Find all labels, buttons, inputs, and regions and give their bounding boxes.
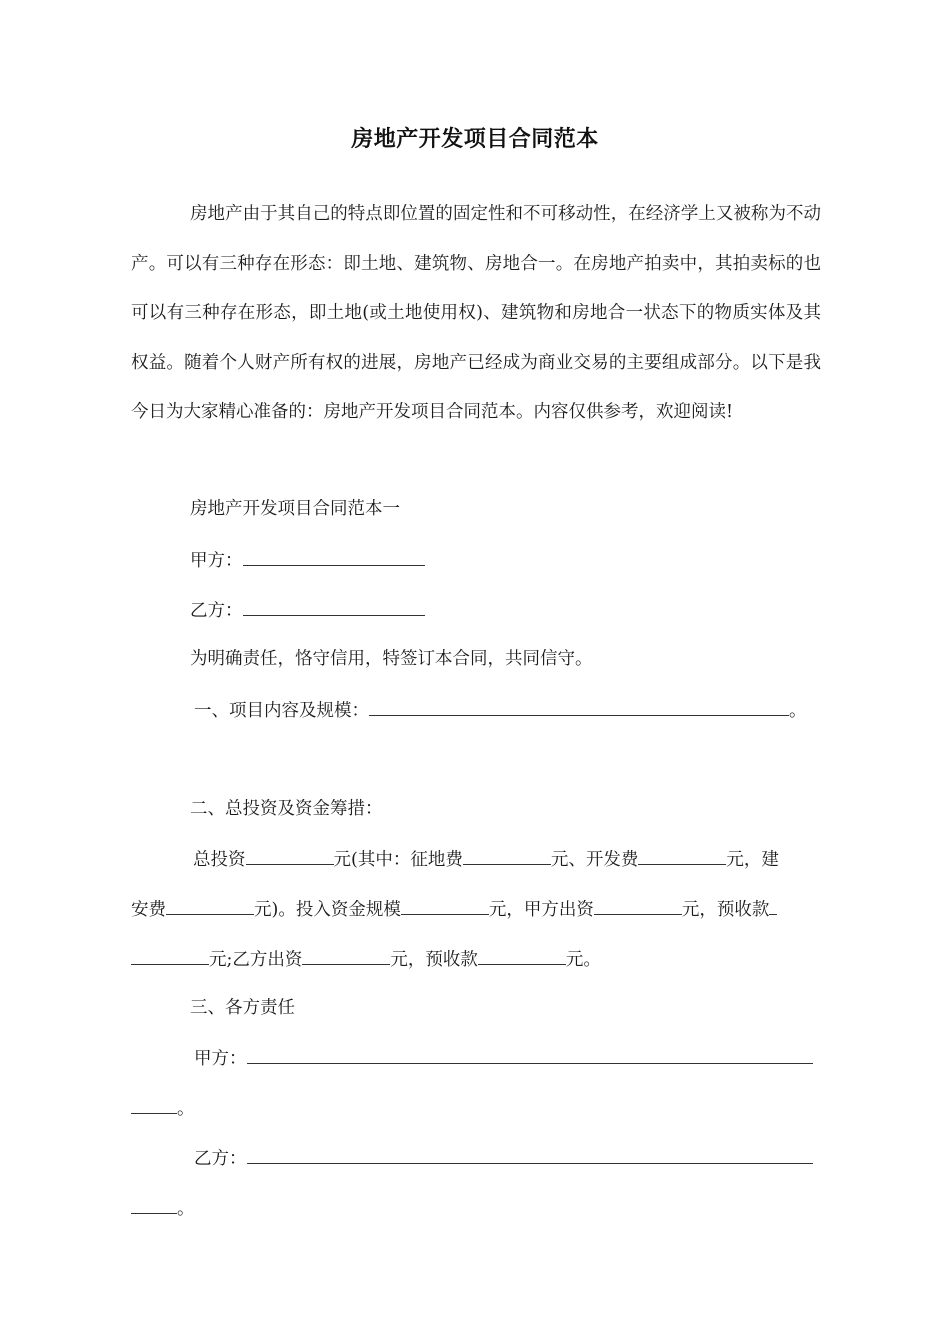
- duty-b-line-2: [131, 1195, 195, 1221]
- fund-scale-label: 元)。投入资金规模: [254, 900, 401, 920]
- duty-a-line-2: [131, 1095, 195, 1121]
- total-investment-blank[interactable]: [246, 846, 334, 865]
- section2-heading: 二、总投资及资金筹措：: [190, 799, 383, 819]
- yuan-label: 元: [333, 850, 351, 870]
- party-a-funds-blank[interactable]: [594, 896, 682, 915]
- intro-paragraph: [131, 190, 821, 438]
- prepay-blank-end[interactable]: [131, 946, 209, 965]
- investment-line-1: [193, 846, 779, 872]
- land-fee-label: (其中：征地费: [351, 850, 463, 870]
- investment-end: 元。: [565, 950, 601, 970]
- sample-heading: 房地产开发项目合同范本一: [190, 499, 400, 519]
- party-a-line: [190, 547, 425, 573]
- party-b-blank[interactable]: [243, 597, 425, 616]
- party-a-label: 甲方：: [190, 551, 243, 571]
- prepay-blank-start[interactable]: [769, 896, 777, 915]
- intro-text: 房地产由于其自己的特点即位置的固定性和不可移动性，在经济学上又被称为不动产。可以有三种存在形态：即土地、建筑物、房地合一。在房地产拍卖中，其拍卖标的也可以有三种存在形态，即土地(或土地使用权)、建筑物和房地合一状态下的物质实体及其权益。随着个人财产所有权的进展，房地产已经成为商业交易的主要组成部分。以下是我今日为大家精心准备的：房地产开发项目合同范本。内容仅供参考，欢迎阅读!: [131, 204, 821, 422]
- prepay2-label: 元，预收款: [390, 950, 478, 970]
- section1-line: [194, 697, 807, 723]
- duty-b-line: [194, 1145, 813, 1171]
- section3-heading: 三、各方责任: [190, 998, 295, 1018]
- duty-a-blank[interactable]: [247, 1045, 813, 1064]
- duty-a-blank-cont[interactable]: [131, 1095, 177, 1114]
- duty-b-blank[interactable]: [247, 1145, 813, 1164]
- party-b-line: [190, 597, 425, 623]
- build-fee-label-a: 元，建: [726, 850, 779, 870]
- total-investment-label: 总投资: [193, 850, 246, 870]
- document-title: 房地产开发项目合同范本: [351, 127, 599, 152]
- investment-line-3: [131, 946, 601, 972]
- duty-b-label: 乙方：: [194, 1149, 247, 1169]
- section1-label: 一、项目内容及规模：: [194, 701, 369, 721]
- section1-blank[interactable]: [369, 697, 789, 716]
- fund-scale-blank[interactable]: [401, 896, 489, 915]
- build-fee-label-b: 安费: [131, 900, 166, 920]
- land-fee-blank[interactable]: [463, 846, 551, 865]
- dev-fee-label: 元、开发费: [550, 850, 639, 870]
- preamble: 为明确责任，恪守信用，特签订本合同，共同信守。: [190, 649, 593, 669]
- duty-a-period: 。: [177, 1099, 195, 1119]
- prepay2-blank[interactable]: [478, 946, 566, 965]
- prepay-label: 元，预收款: [681, 900, 770, 920]
- party-b-label: 乙方：: [190, 601, 243, 621]
- section1-period: 。: [789, 701, 807, 721]
- duty-a-label: 甲方：: [194, 1049, 247, 1069]
- party-a-funds-label: 元，甲方出资: [488, 900, 594, 920]
- build-fee-blank[interactable]: [166, 896, 254, 915]
- investment-line-2: [131, 896, 777, 922]
- duty-b-period: 。: [177, 1199, 195, 1219]
- party-a-blank[interactable]: [243, 547, 425, 566]
- duty-b-blank-cont[interactable]: [131, 1195, 177, 1214]
- party-b-funds-label: 元;乙方出资: [209, 950, 303, 970]
- party-b-funds-blank[interactable]: [302, 946, 390, 965]
- duty-a-line: [194, 1045, 813, 1071]
- dev-fee-blank[interactable]: [638, 846, 726, 865]
